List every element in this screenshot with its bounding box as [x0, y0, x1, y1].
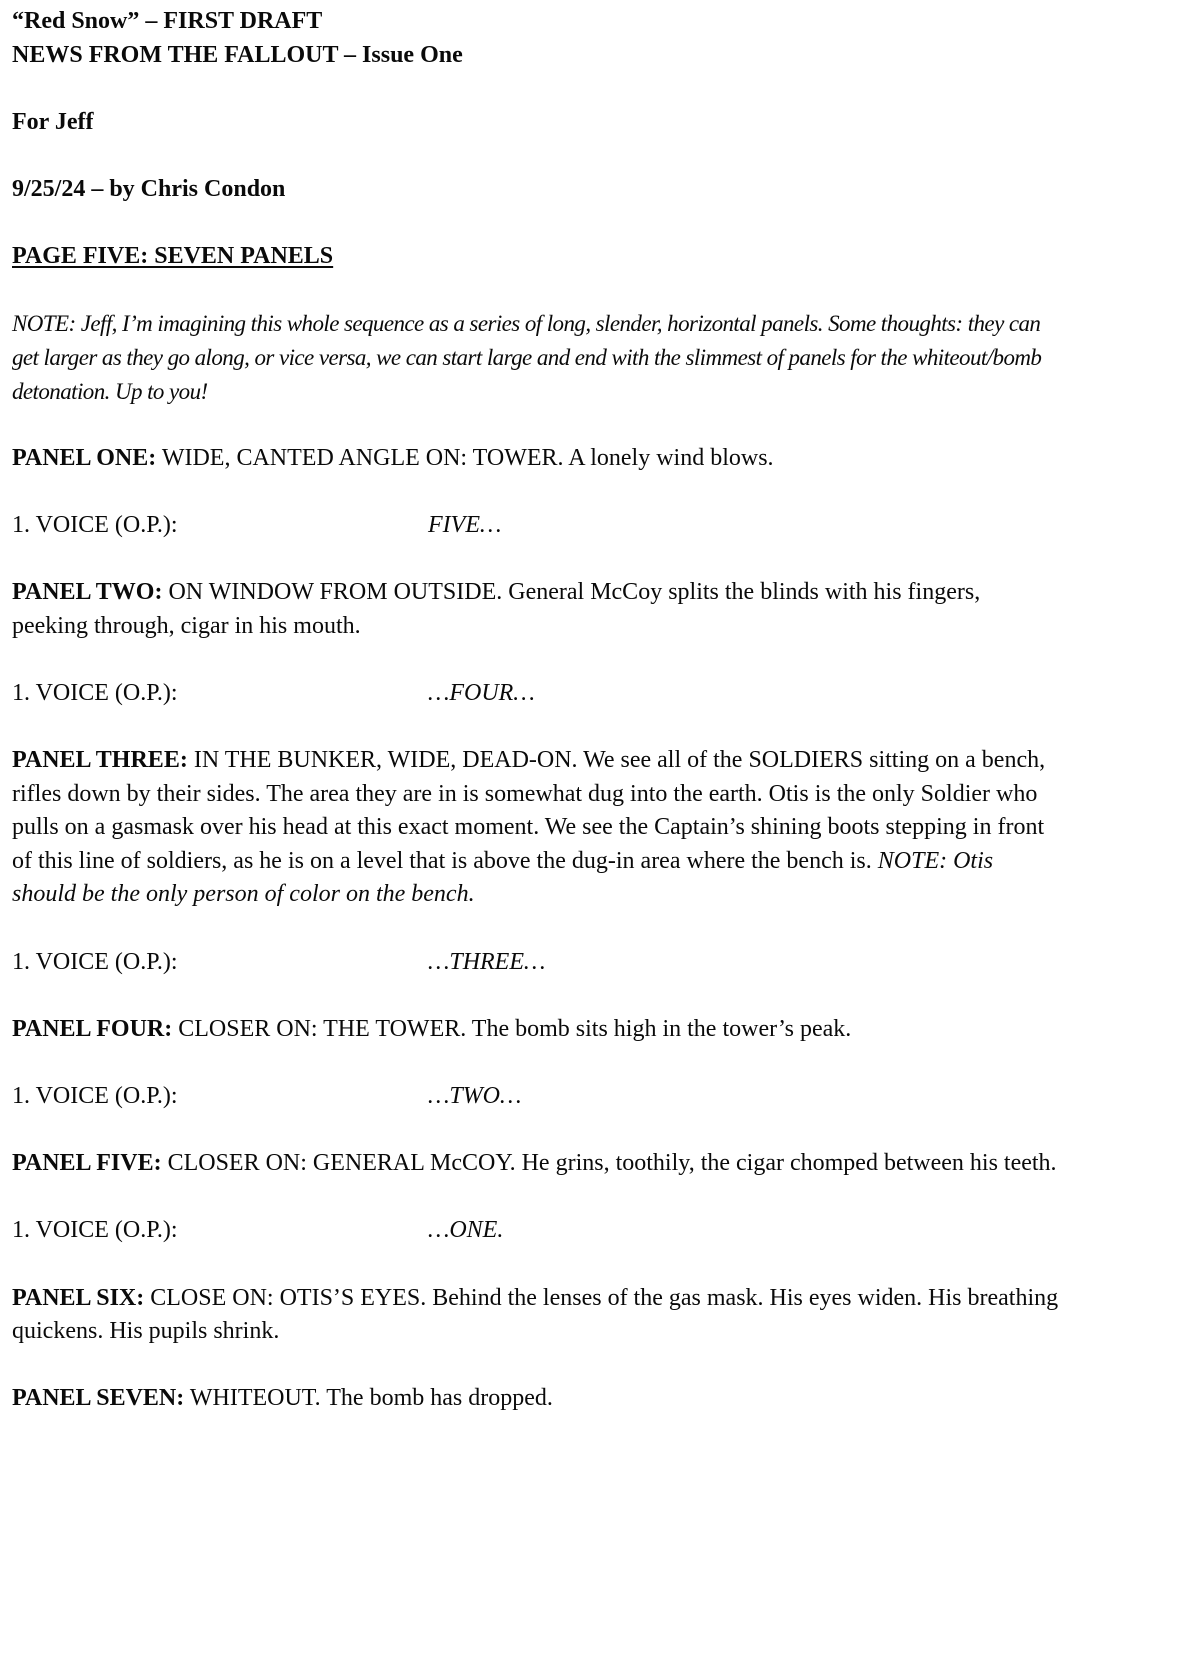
voice-speaker: 1. VOICE (O.P.): [12, 1083, 178, 1109]
voice-line: …THREE… [428, 948, 546, 975]
panel-one [12, 442, 1062, 476]
author-note: NOTE: Jeff, I’m imagining this whole sequence as a series of long, slender, horizontal panels. Some thoughts: they can get larger as they go along, or vice versa, we can start large and end with the slimmest of panels for the whiteout/bomb detonation. Up to you! [12, 311, 1042, 404]
panel-two [12, 576, 1062, 643]
panel-three-description: IN THE BUNKER, WIDE, DEAD-ON. We see all of the SOLDIERS sitting on a bench, rifles down by their sides. The area they are in is somewhat dug into the earth. Otis is the only Soldier who pulls on a gasmask over his head at this exact moment. We see the Captain’s shining boots stepping in front of this line of soldiers, as he is on a level that is above the dug-in area where the bench is. [12, 747, 1046, 874]
panel-four-description: CLOSER ON: THE TOWER. The bomb sits high in the tower’s peak. [178, 1015, 852, 1042]
panel-four-label: PANEL FOUR: [12, 1015, 173, 1042]
panel-two-label: PANEL TWO: [12, 579, 163, 606]
panel-three-label: PANEL THREE: [12, 747, 188, 774]
voice-cue-5 [12, 1214, 1062, 1248]
voice-speaker: 1. VOICE (O.P.): [12, 948, 178, 975]
title-block [12, 5, 1062, 72]
voice-line: …ONE. [428, 1217, 504, 1244]
voice-speaker: 1. VOICE (O.P.): [12, 511, 178, 538]
panel-six-description: CLOSE ON: OTIS’S EYES. Behind the lenses of the gas mask. His eyes widen. His breathing quickens. His pupils shrink. [12, 1284, 1059, 1345]
issue-title: NEWS FROM THE FALLOUT – Issue One [12, 41, 463, 68]
panel-one-label: PANEL ONE: [12, 444, 157, 471]
script-title: “Red Snow” – FIRST DRAFT [12, 8, 323, 34]
voice-line: …FOUR… [428, 679, 535, 706]
panel-four [12, 1013, 1062, 1047]
page-heading: PAGE FIVE: SEVEN PANELS [12, 243, 334, 270]
panel-seven [12, 1382, 1062, 1416]
panel-two-description: ON WINDOW FROM OUTSIDE. General McCoy splits the blinds with his fingers, peeking through, cigar in his mouth. [12, 579, 981, 639]
voice-cue-1 [12, 509, 1062, 543]
panel-three [12, 744, 1062, 912]
voice-cue-2 [12, 677, 1062, 711]
page-heading-row [12, 240, 1062, 274]
voice-line: …TWO… [428, 1083, 522, 1109]
voice-speaker: 1. VOICE (O.P.): [12, 679, 178, 706]
voice-speaker: 1. VOICE (O.P.): [12, 1217, 178, 1244]
panel-seven-label: PANEL SEVEN: [12, 1385, 185, 1412]
panel-five [12, 1147, 1062, 1181]
byline: 9/25/24 – by Chris Condon [12, 175, 286, 202]
panel-six [12, 1282, 1062, 1349]
voice-cue-3 [12, 946, 1062, 980]
panel-five-label: PANEL FIVE: [12, 1150, 162, 1177]
voice-cue-4 [12, 1080, 1062, 1114]
voice-line: FIVE… [428, 511, 502, 538]
panel-seven-description: WHITEOUT. The bomb has dropped. [189, 1385, 553, 1412]
panel-three-note: NOTE: Otis should be the only person of color on the bench. [12, 847, 994, 908]
panel-five-description: CLOSER ON: GENERAL McCOY. He grins, toothily, the cigar chomped between his teeth. [167, 1150, 1057, 1177]
dedication: For Jeff [12, 108, 94, 135]
panel-one-description: WIDE, CANTED ANGLE ON: TOWER. A lonely wind blows. [161, 444, 774, 471]
panel-six-label: PANEL SIX: [12, 1284, 145, 1311]
